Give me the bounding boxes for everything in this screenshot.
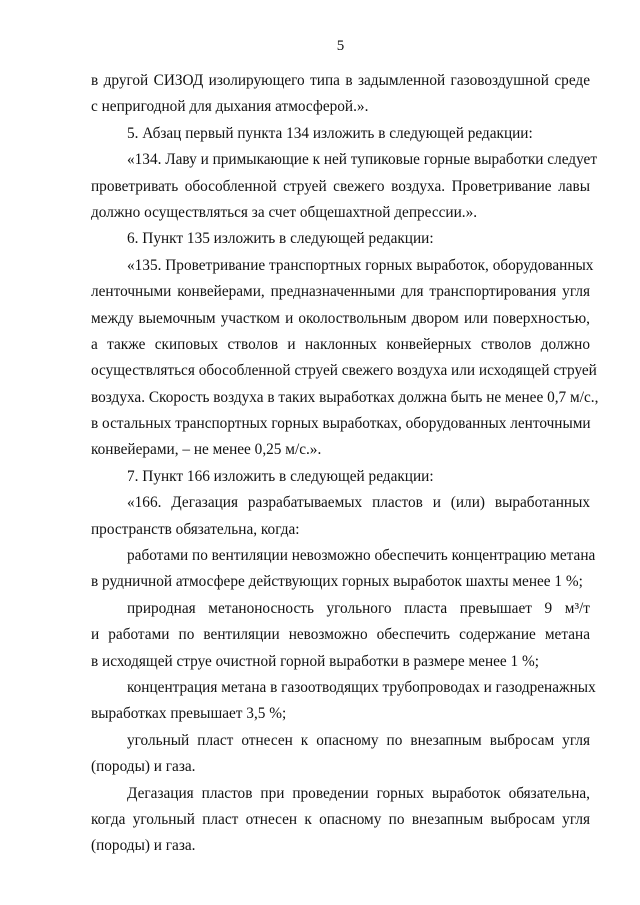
text-line: (породы) и газа. — [91, 758, 196, 776]
text-line: 5. Абзац первый пункта 134 изложить в следующей редакции: — [127, 124, 533, 142]
text-line: конвейерами, – не менее 0,25 м/с.». — [91, 441, 322, 459]
text-line: должно осуществляться за счет общешахтной депрессии.». — [91, 203, 478, 221]
text-line: Дегазация пластов при проведении горных выработок обязательна, — [127, 784, 590, 802]
text-line: угольный пласт отнесен к опасному по внезапным выбросам угля — [127, 731, 590, 749]
text-line: выработках превышает 3,5 %; — [91, 705, 287, 723]
text-line: и работами по вентиляции невозможно обеспечить содержание метана — [91, 626, 590, 644]
text-line: «134. Лаву и примыкающие к ней тупиковые горные выработки следует — [127, 151, 598, 169]
text-line: 7. Пункт 166 изложить в следующей редакции: — [127, 467, 434, 485]
text-line: 6. Пункт 135 изложить в следующей редакции: — [127, 230, 434, 248]
text-line: между выемочным участком и околоствольным двором или поверхностью, — [91, 309, 590, 327]
text-line: «135. Проветривание транспортных горных выработок, оборудованных — [127, 256, 594, 274]
text-line: природная метаноносность угольного пласта превышает 9 м³/т — [127, 599, 590, 617]
text-line: (породы) и газа. — [91, 837, 196, 855]
text-line: воздуха. Скорость воздуха в таких выработках должна быть не менее 0,7 м/с., — [91, 388, 599, 406]
text-line: осуществляться обособленной струей свежего воздуха или исходящей струей — [91, 362, 597, 380]
text-line: в другой СИЗОД изолирующего типа в задымленной газовоздушной среде — [91, 72, 590, 89]
page-number: 5 — [336, 38, 345, 54]
text-line: в исходящей струе очистной горной выработки в размере менее 1 %; — [91, 652, 540, 670]
text-line: проветривать обособленной струей свежего воздуха. Проветривание лавы — [91, 177, 590, 195]
text-line: когда угольный пласт отнесен к опасному по внезапным выбросам угля — [91, 810, 590, 828]
text-line: работами по вентиляции невозможно обеспечить концентрацию метана — [127, 547, 596, 565]
text-line: в остальных транспортных горных выработках, оборудованных ленточными — [91, 415, 591, 433]
text-line: с непригодной для дыхания атмосферой.». — [91, 98, 369, 116]
text-line: ленточными конвейерами, предназначенными для транспортирования угля — [91, 283, 590, 301]
document-body — [91, 68, 599, 860]
text-line: а также скиповых стволов и наклонных конвейерных стволов должно — [91, 335, 590, 353]
text-line: пространств обязательна, когда: — [91, 520, 300, 538]
text-line: в рудничной атмосфере действующих горных выработок шахты менее 1 %; — [91, 573, 583, 591]
text-line: «166. Дегазация разрабатываемых пластов и (или) выработанных — [127, 494, 590, 512]
text-line: концентрация метана в газоотводящих трубопроводах и газодренажных — [127, 678, 596, 696]
